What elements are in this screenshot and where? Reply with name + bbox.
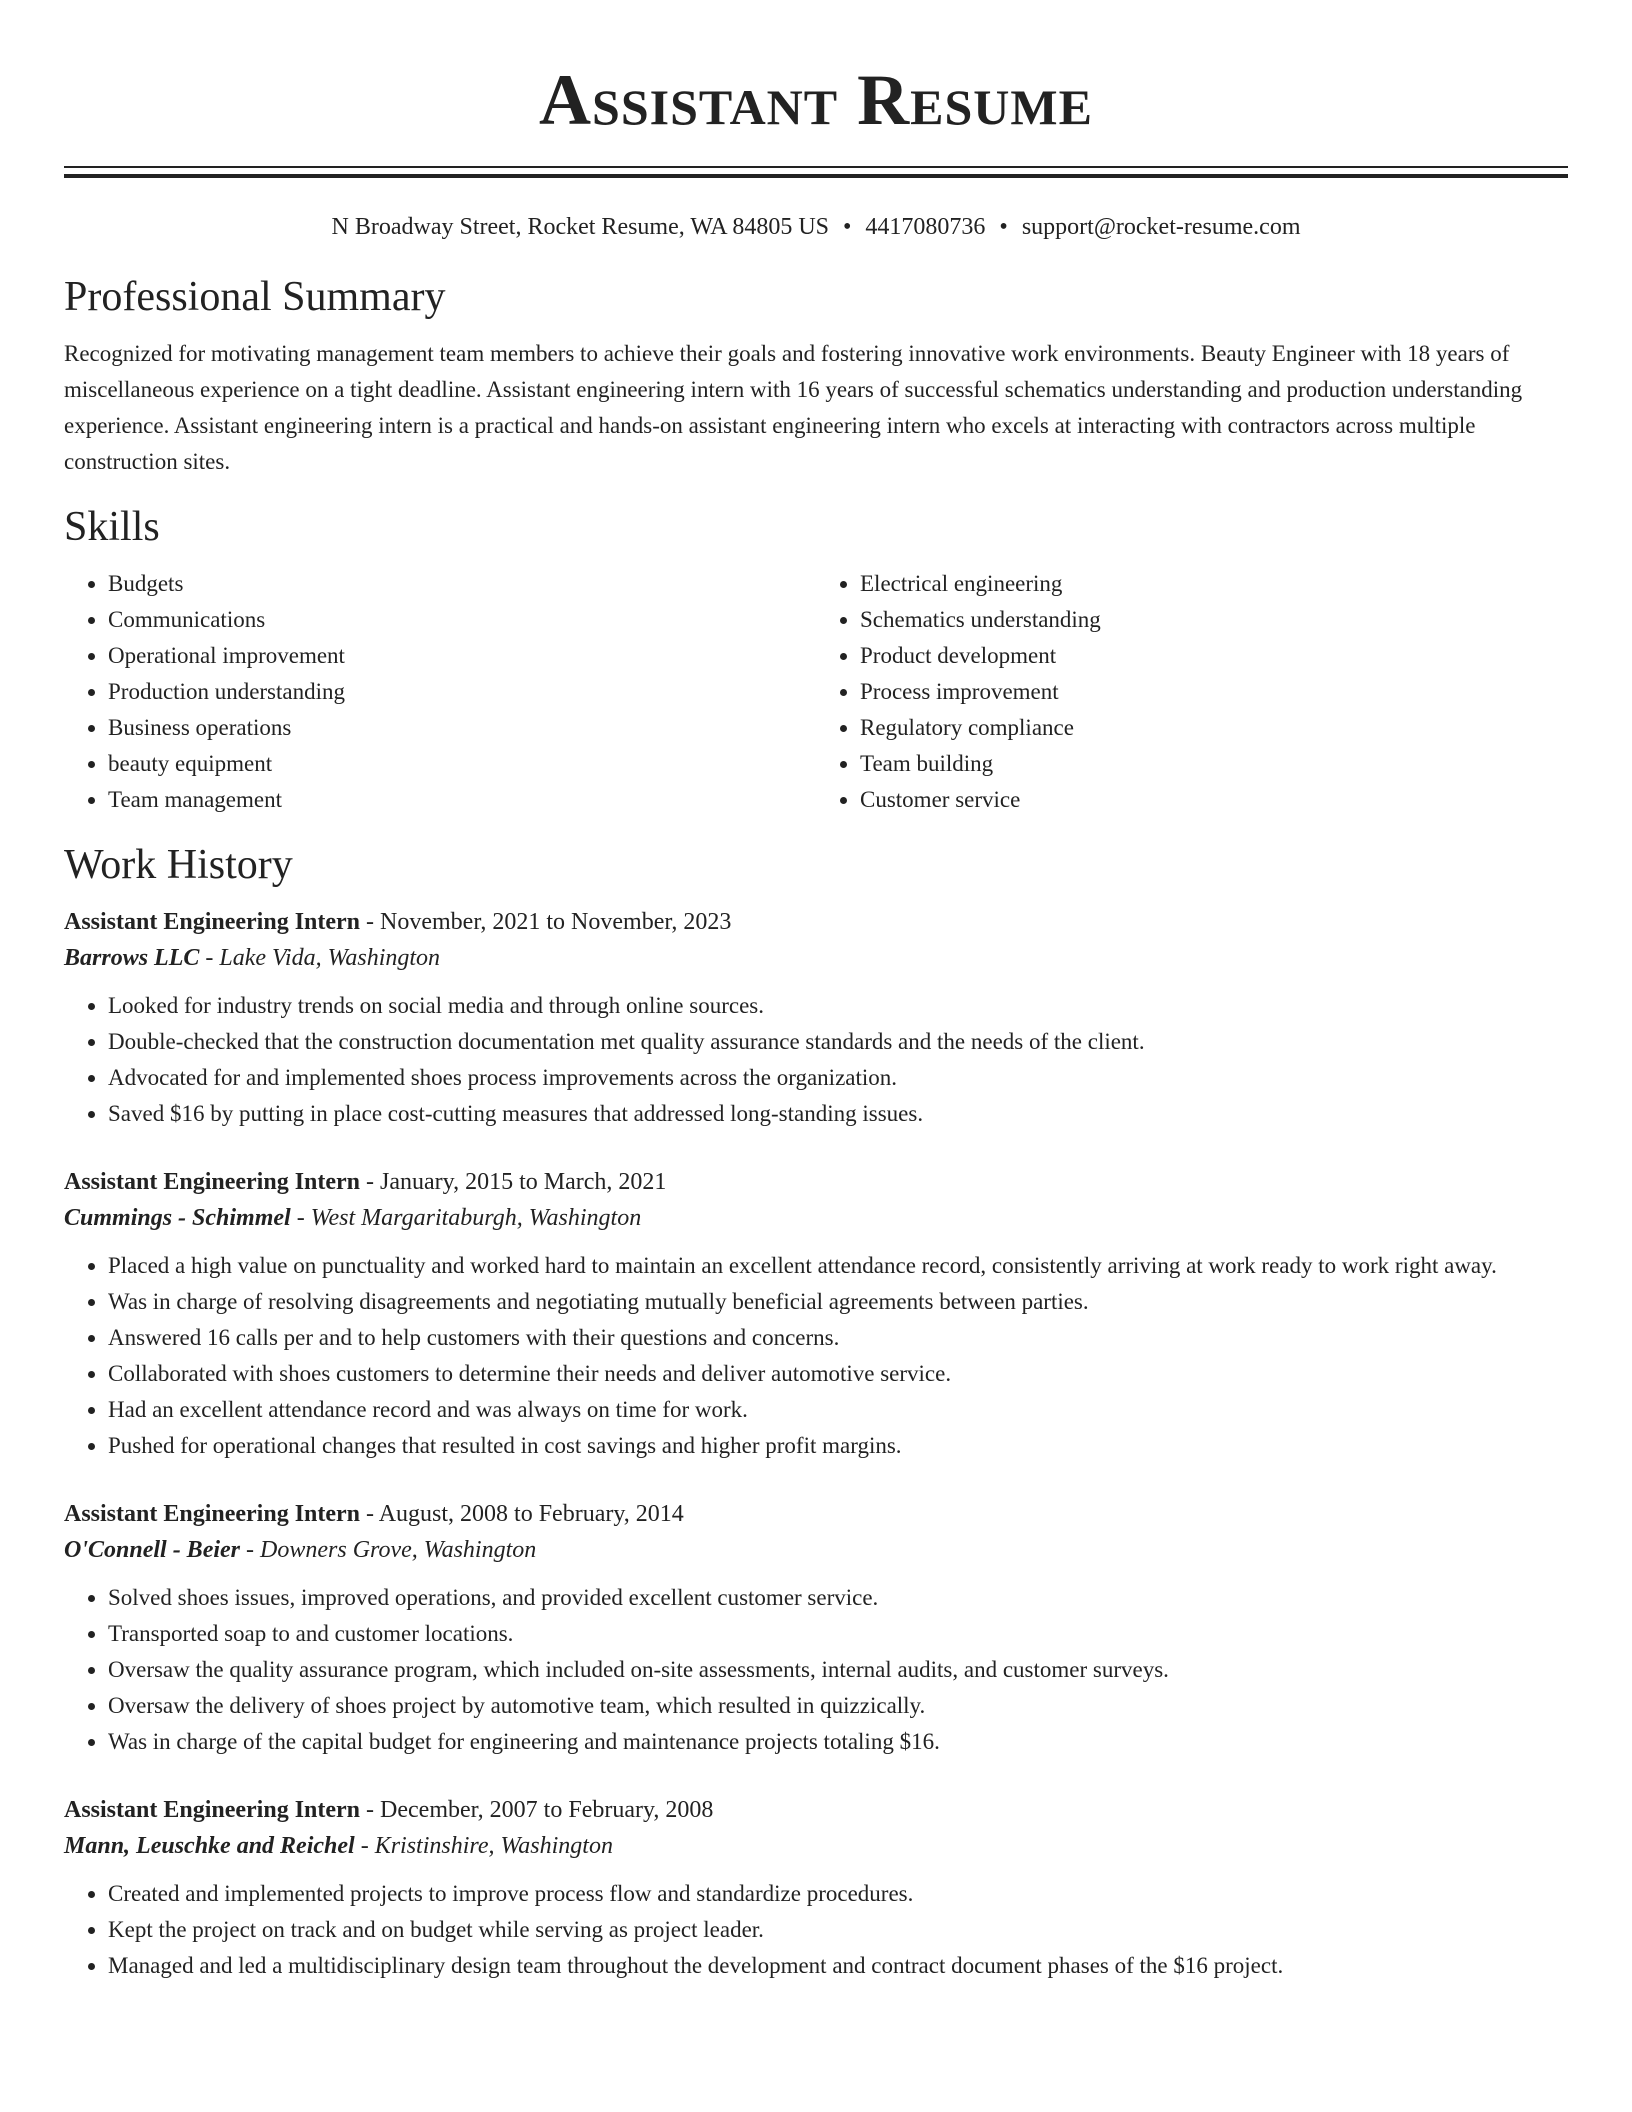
work-history-heading: Work History (64, 842, 293, 888)
job-duties (64, 1580, 1568, 1760)
contact-phone: 4417080736 (865, 214, 986, 240)
job-duty: • Collaborated with shoes customers to determine their needs and deliver automotive service. (108, 1356, 1568, 1392)
job-location: Lake Vida, Washington (219, 945, 441, 971)
job-location: Downers Grove, Washington (260, 1537, 537, 1563)
job-employer: Cummings - Schimmel - West Margaritaburgh, Washington (64, 1205, 642, 1231)
job-duty: • Was in charge of resolving disagreements and negotiating mutually beneficial agreements between parties. (108, 1284, 1568, 1320)
contact-line (64, 212, 1568, 242)
job-duty: • Transported soap to and customer locations. (108, 1616, 1568, 1652)
job-duty: • Answered 16 calls per and to help customers with their questions and concerns. (108, 1320, 1568, 1356)
job-duty: • Saved $16 by putting in place cost-cutting measures that addressed long-standing issues. (108, 1096, 1568, 1132)
job-duty: • Oversaw the quality assurance program, which included on-site assessments, internal audits, and customer surveys. (108, 1652, 1568, 1688)
job-header: Assistant Engineering Intern - November, 2021 to November, 2023 (64, 909, 732, 935)
job-company: O'Connell - Beier (64, 1537, 241, 1563)
job-title: Assistant Engineering Intern (64, 1169, 361, 1195)
skills-column-left (64, 566, 816, 818)
job-dates: December, 2007 to February, 2008 (380, 1797, 714, 1823)
contact-separator: • (999, 214, 1008, 240)
job-company: Cummings - Schimmel (64, 1205, 291, 1231)
resume-title: Assistant Resume (539, 60, 1093, 140)
job-duties (64, 1248, 1568, 1464)
skill-item: • Business operations (108, 710, 816, 746)
job-dates: November, 2021 to November, 2023 (380, 909, 732, 935)
skill-item: • Communications (108, 602, 816, 638)
skill-item: • beauty equipment (108, 746, 816, 782)
job-entry (64, 1792, 1568, 1984)
job-employer: O'Connell - Beier - Downers Grove, Washington (64, 1537, 537, 1563)
job-header: Assistant Engineering Intern - January, 2015 to March, 2021 (64, 1169, 667, 1195)
job-dates: August, 2008 to February, 2014 (378, 1501, 684, 1527)
job-header: Assistant Engineering Intern - December, 2007 to February, 2008 (64, 1797, 714, 1823)
skill-item: • Regulatory compliance (860, 710, 1568, 746)
skills-column-right (816, 566, 1568, 818)
contact-separator: • (843, 214, 852, 240)
job-duty: • Double-checked that the construction documentation met quality assurance standards and the needs of the client. (108, 1024, 1568, 1060)
skill-item: • Team building (860, 746, 1568, 782)
job-duty: • Looked for industry trends on social media and through online sources. (108, 988, 1568, 1024)
job-company: Mann, Leuschke and Reichel (64, 1833, 355, 1859)
job-location: West Margaritaburgh, Washington (310, 1205, 642, 1231)
job-duty: • Managed and led a multidisciplinary design team throughout the development and contract document phases of the $16 project. (108, 1948, 1568, 1984)
summary-heading: Professional Summary (64, 274, 446, 320)
skill-item: • Production understanding (108, 674, 816, 710)
job-dates: January, 2015 to March, 2021 (380, 1169, 667, 1195)
job-duty: • Solved shoes issues, improved operations, and provided excellent customer service. (108, 1580, 1568, 1616)
job-entry (64, 1164, 1568, 1464)
contact-address: N Broadway Street, Rocket Resume, WA 84805 US (331, 214, 829, 240)
job-duty: • Kept the project on track and on budget while serving as project leader. (108, 1912, 1568, 1948)
job-company: Barrows LLC (64, 945, 200, 971)
skill-item: • Customer service (860, 782, 1568, 818)
skill-item: • Operational improvement (108, 638, 816, 674)
skill-item: • Team management (108, 782, 816, 818)
job-duties (64, 1876, 1568, 1984)
job-duty: • Pushed for operational changes that resulted in cost savings and higher profit margins. (108, 1428, 1568, 1464)
skill-item: • Budgets (108, 566, 816, 602)
title-divider (64, 166, 1568, 178)
job-duty: • Created and implemented projects to improve process flow and standardize procedures. (108, 1876, 1568, 1912)
job-duty: • Placed a high value on punctuality and worked hard to maintain an excellent attendance record, consistently arriving at work ready to work right away. (108, 1248, 1568, 1284)
job-duties (64, 988, 1568, 1132)
job-location: Kristinshire, Washington (374, 1833, 613, 1859)
skills-list (64, 566, 1568, 818)
skill-item: • Schematics understanding (860, 602, 1568, 638)
skills-heading: Skills (64, 504, 160, 550)
job-title: Assistant Engineering Intern (64, 1501, 361, 1527)
job-employer: Mann, Leuschke and Reichel - Kristinshire, Washington (64, 1833, 613, 1859)
summary-text: Recognized for motivating management team members to achieve their goals and fostering innovative work environments. Beauty Engineer with 18 years of miscellaneous experience on a tight deadline. Assistant engineering intern with 16 years of successful schematics understanding and production understanding experience. Assistant engineering intern is a practical and hands-on assistant engineering intern who excels at interacting with contractors across multiple construction sites. (64, 341, 1523, 474)
job-title: Assistant Engineering Intern (64, 1797, 361, 1823)
contact-email: support@rocket-resume.com (1021, 214, 1301, 240)
job-header: Assistant Engineering Intern - August, 2008 to February, 2014 (64, 1501, 684, 1527)
skill-item: • Product development (860, 638, 1568, 674)
job-duty: • Was in charge of the capital budget for engineering and maintenance projects totaling $16. (108, 1724, 1568, 1760)
skill-item: • Electrical engineering (860, 566, 1568, 602)
job-title: Assistant Engineering Intern (64, 909, 361, 935)
job-entry (64, 904, 1568, 1132)
job-entry (64, 1496, 1568, 1760)
job-duty: • Advocated for and implemented shoes process improvements across the organization. (108, 1060, 1568, 1096)
job-employer: Barrows LLC - Lake Vida, Washington (64, 945, 441, 971)
skill-item: • Process improvement (860, 674, 1568, 710)
job-duty: • Oversaw the delivery of shoes project by automotive team, which resulted in quizzically. (108, 1688, 1568, 1724)
job-duty: • Had an excellent attendance record and was always on time for work. (108, 1392, 1568, 1428)
